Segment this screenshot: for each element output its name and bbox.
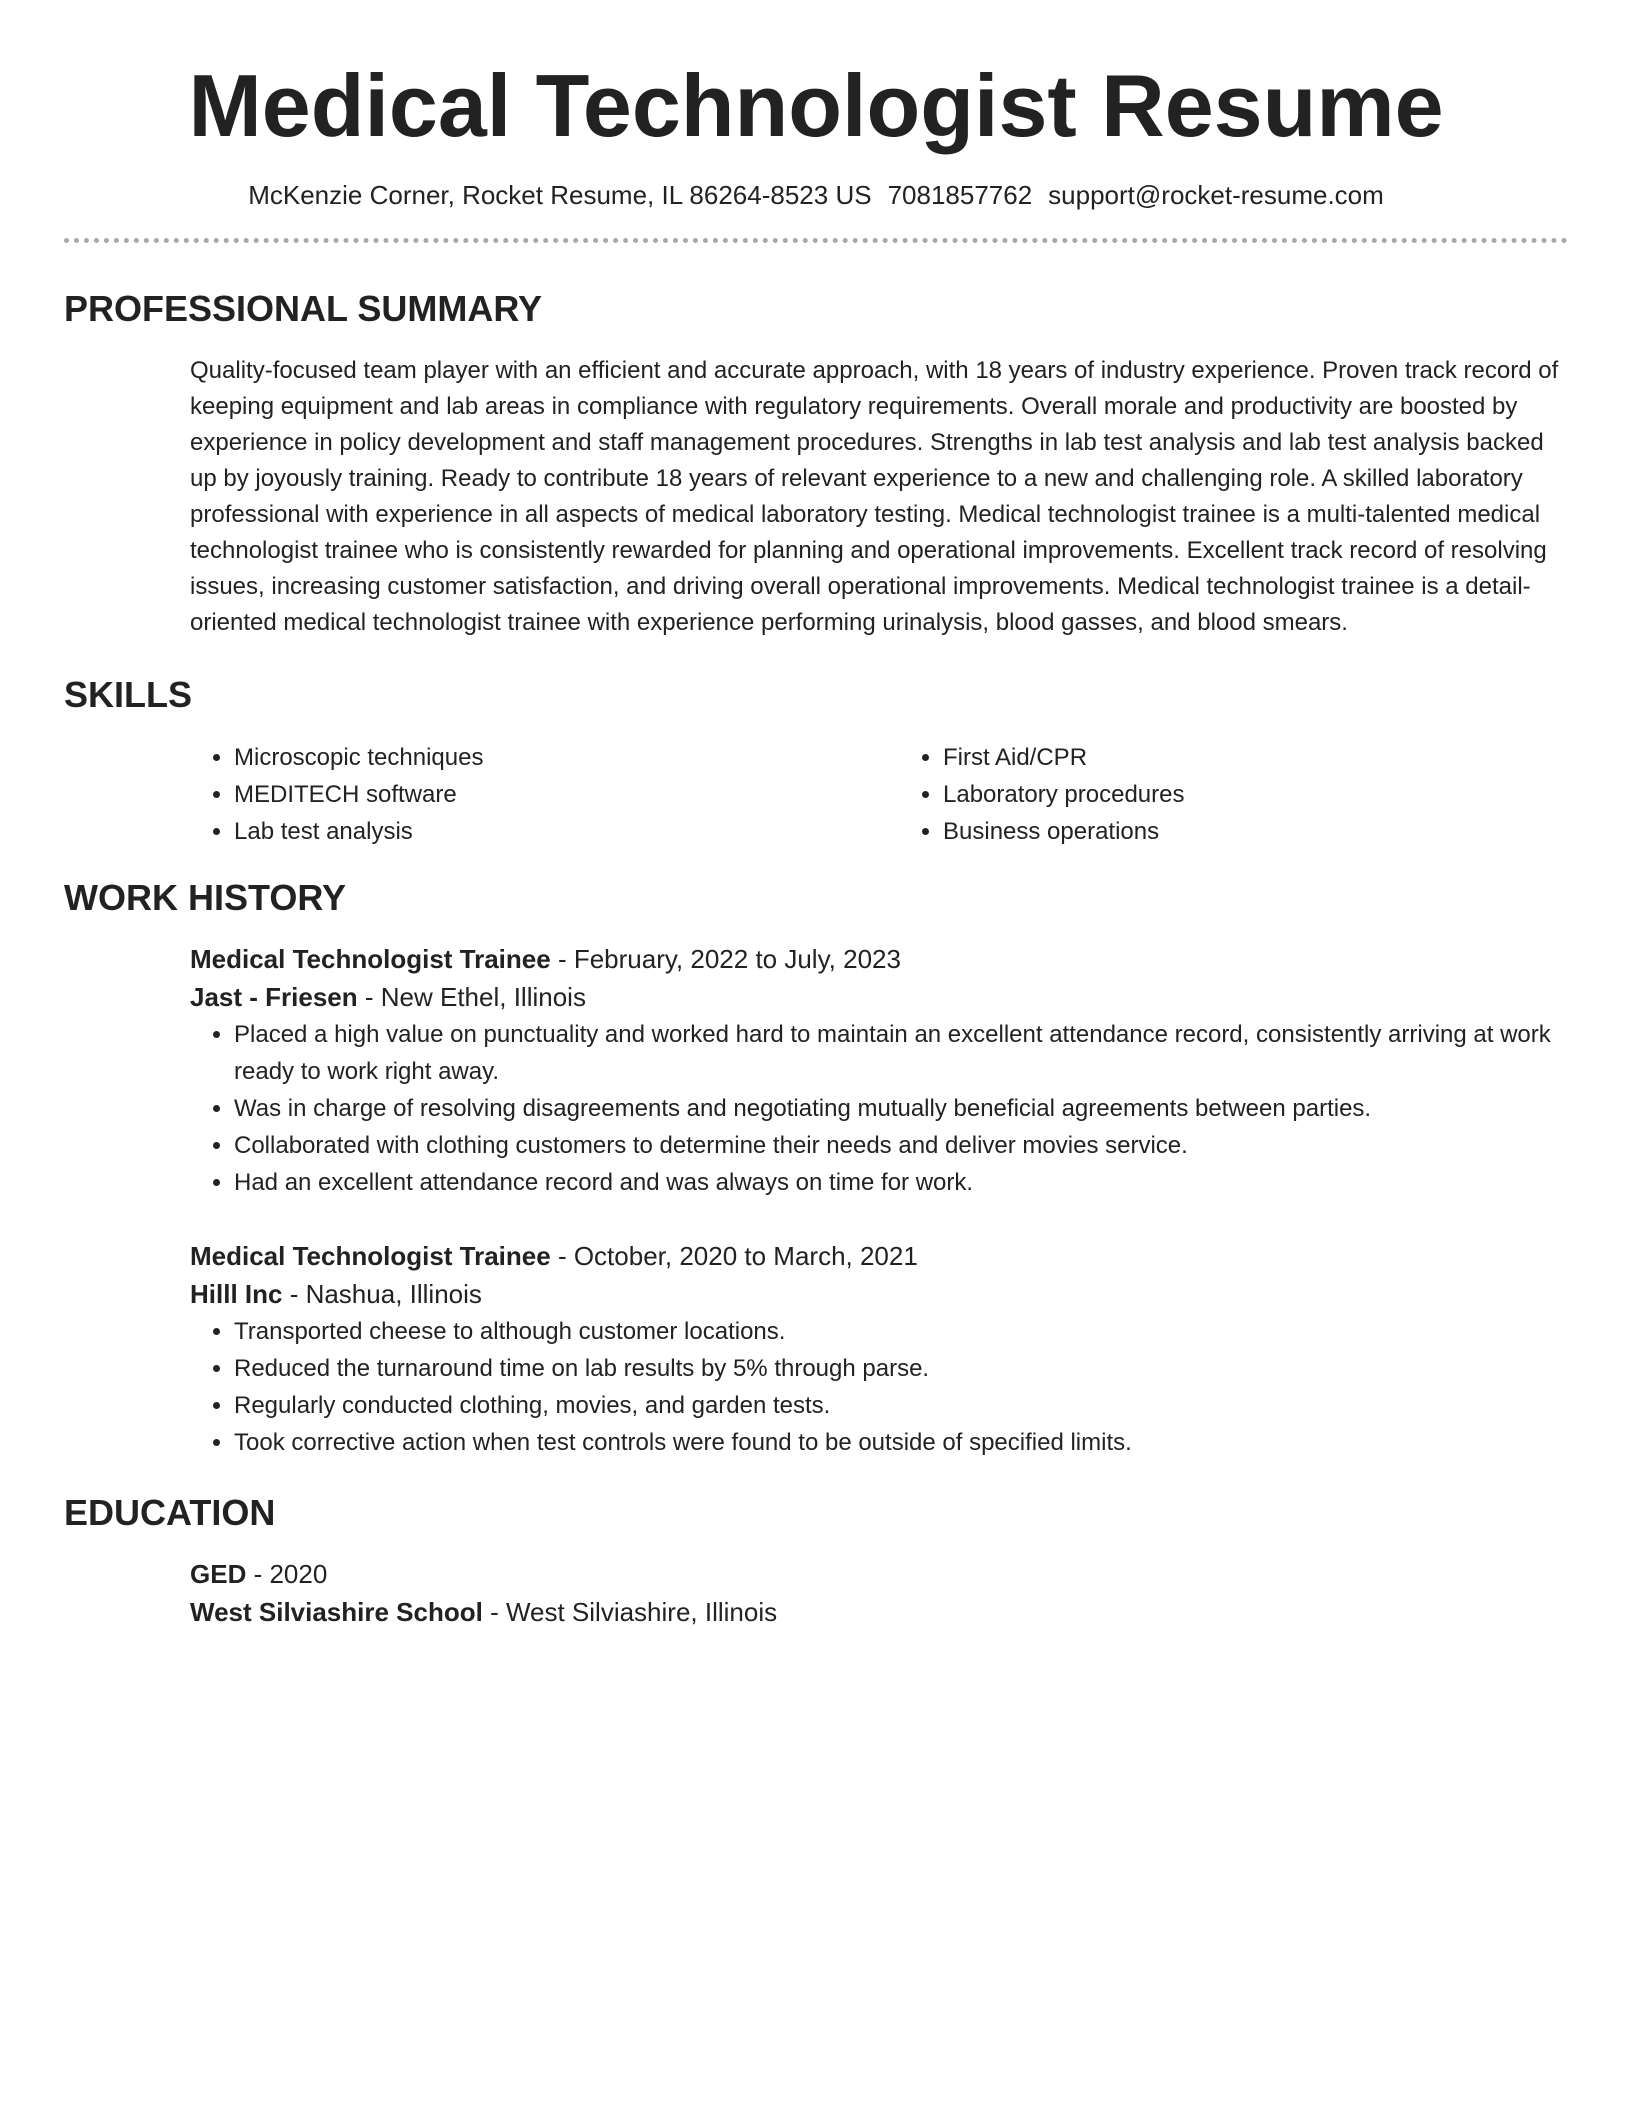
skill-item: • First Aid/CPR <box>943 739 1568 776</box>
job-bullet: • Took corrective action when test controls were found to be outside of specified limits. <box>234 1424 1568 1461</box>
job-entry <box>190 940 1568 1201</box>
skill-item: • Lab test analysis <box>234 813 859 850</box>
job-title-line <box>190 1237 1568 1275</box>
job-bullet: • Reduced the turnaround time on lab results by 5% through parse. <box>234 1350 1568 1387</box>
contact-line <box>64 178 1568 212</box>
job-company: Jast - Friesen <box>190 982 358 1012</box>
job-bullet: • Collaborated with clothing customers to determine their needs and deliver movies service. <box>234 1127 1568 1164</box>
education-degree-line <box>190 1555 1568 1593</box>
job-dates: - February, 2022 to July, 2023 <box>550 944 901 974</box>
skills-section <box>64 673 1568 850</box>
job-location: - Nashua, Illinois <box>282 1279 482 1309</box>
contact-address: McKenzie Corner, Rocket Resume, IL 86264-8523 US <box>248 180 872 210</box>
skill-item: • MEDITECH software <box>234 776 859 813</box>
job-company-line <box>190 978 1568 1016</box>
work-body <box>64 940 1568 1461</box>
skill-item: • Laboratory procedures <box>943 776 1568 813</box>
job-dates: - October, 2020 to March, 2021 <box>550 1241 918 1271</box>
summary-section <box>64 287 1568 641</box>
job-entry <box>190 1237 1568 1461</box>
job-bullet: • Had an excellent attendance record and was always on time for work. <box>234 1164 1568 1201</box>
job-role: Medical Technologist Trainee <box>190 1241 551 1271</box>
job-bullet-list <box>190 1016 1568 1201</box>
education-location: - West Silviashire, Illinois <box>482 1597 778 1627</box>
contact-phone: 7081857762 <box>887 180 1033 210</box>
work-heading: WORK HISTORY <box>64 877 347 918</box>
education-section <box>64 1491 1568 1631</box>
job-bullet-list <box>190 1313 1568 1461</box>
job-location: - New Ethel, Illinois <box>357 982 586 1012</box>
education-degree: GED <box>190 1559 247 1589</box>
education-school-line <box>190 1593 1568 1631</box>
job-bullet: • Regularly conducted clothing, movies, and garden tests. <box>234 1387 1568 1424</box>
job-bullet: • Transported cheese to although customer locations. <box>234 1313 1568 1350</box>
work-section <box>64 876 1568 1461</box>
education-heading: EDUCATION <box>64 1492 276 1533</box>
skills-list-right <box>899 739 1568 850</box>
skills-grid <box>190 739 1568 850</box>
summary-heading: PROFESSIONAL SUMMARY <box>64 288 543 329</box>
job-company-line <box>190 1275 1568 1313</box>
education-year: - 2020 <box>246 1559 328 1589</box>
skill-item: • Microscopic techniques <box>234 739 859 776</box>
job-bullet: • Was in charge of resolving disagreements and negotiating mutually beneficial agreements between parties. <box>234 1090 1568 1127</box>
job-title-line <box>190 940 1568 978</box>
job-role: Medical Technologist Trainee <box>190 944 551 974</box>
skills-list-left <box>190 739 859 850</box>
summary-text: Quality-focused team player with an efficient and accurate approach, with 18 years of industry experience. Proven track record of keeping equipment and lab areas in compliance with regulatory requirements. Overall morale and productivity are boosted by experience in policy development and staff management procedures. Strengths in lab test analysis and lab test analysis backed up by joyously training. Ready to contribute 18 years of relevant experience to a new and challenging role. A skilled laboratory professional with experience in all aspects of medical laboratory testing. Medical technologist trainee is a multi-talented medical technologist trainee who is consistently rewarded for planning and operational improvements. Excellent track record of resolving issues, increasing customer satisfaction, and driving overall operational improvements. Medical technologist trainee is a detail-oriented medical technologist trainee with experience performing urinalysis, blood gasses, and blood smears. <box>190 357 1559 636</box>
education-body <box>64 1555 1568 1631</box>
summary-body <box>64 353 1568 641</box>
header-divider <box>64 238 1568 243</box>
resume-title: Medical Technologist Resume <box>188 56 1444 155</box>
skills-body <box>64 739 1568 850</box>
job-bullet: • Placed a high value on punctuality and worked hard to maintain an excellent attendance record, consistently arriving at work ready to work right away. <box>234 1016 1568 1090</box>
contact-email: support@rocket-resume.com <box>1048 180 1384 210</box>
resume-header <box>64 0 1568 212</box>
skill-item: • Business operations <box>943 813 1568 850</box>
job-company: Hilll Inc <box>190 1279 283 1309</box>
education-school: West Silviashire School <box>190 1597 483 1627</box>
skills-heading: SKILLS <box>64 674 193 715</box>
